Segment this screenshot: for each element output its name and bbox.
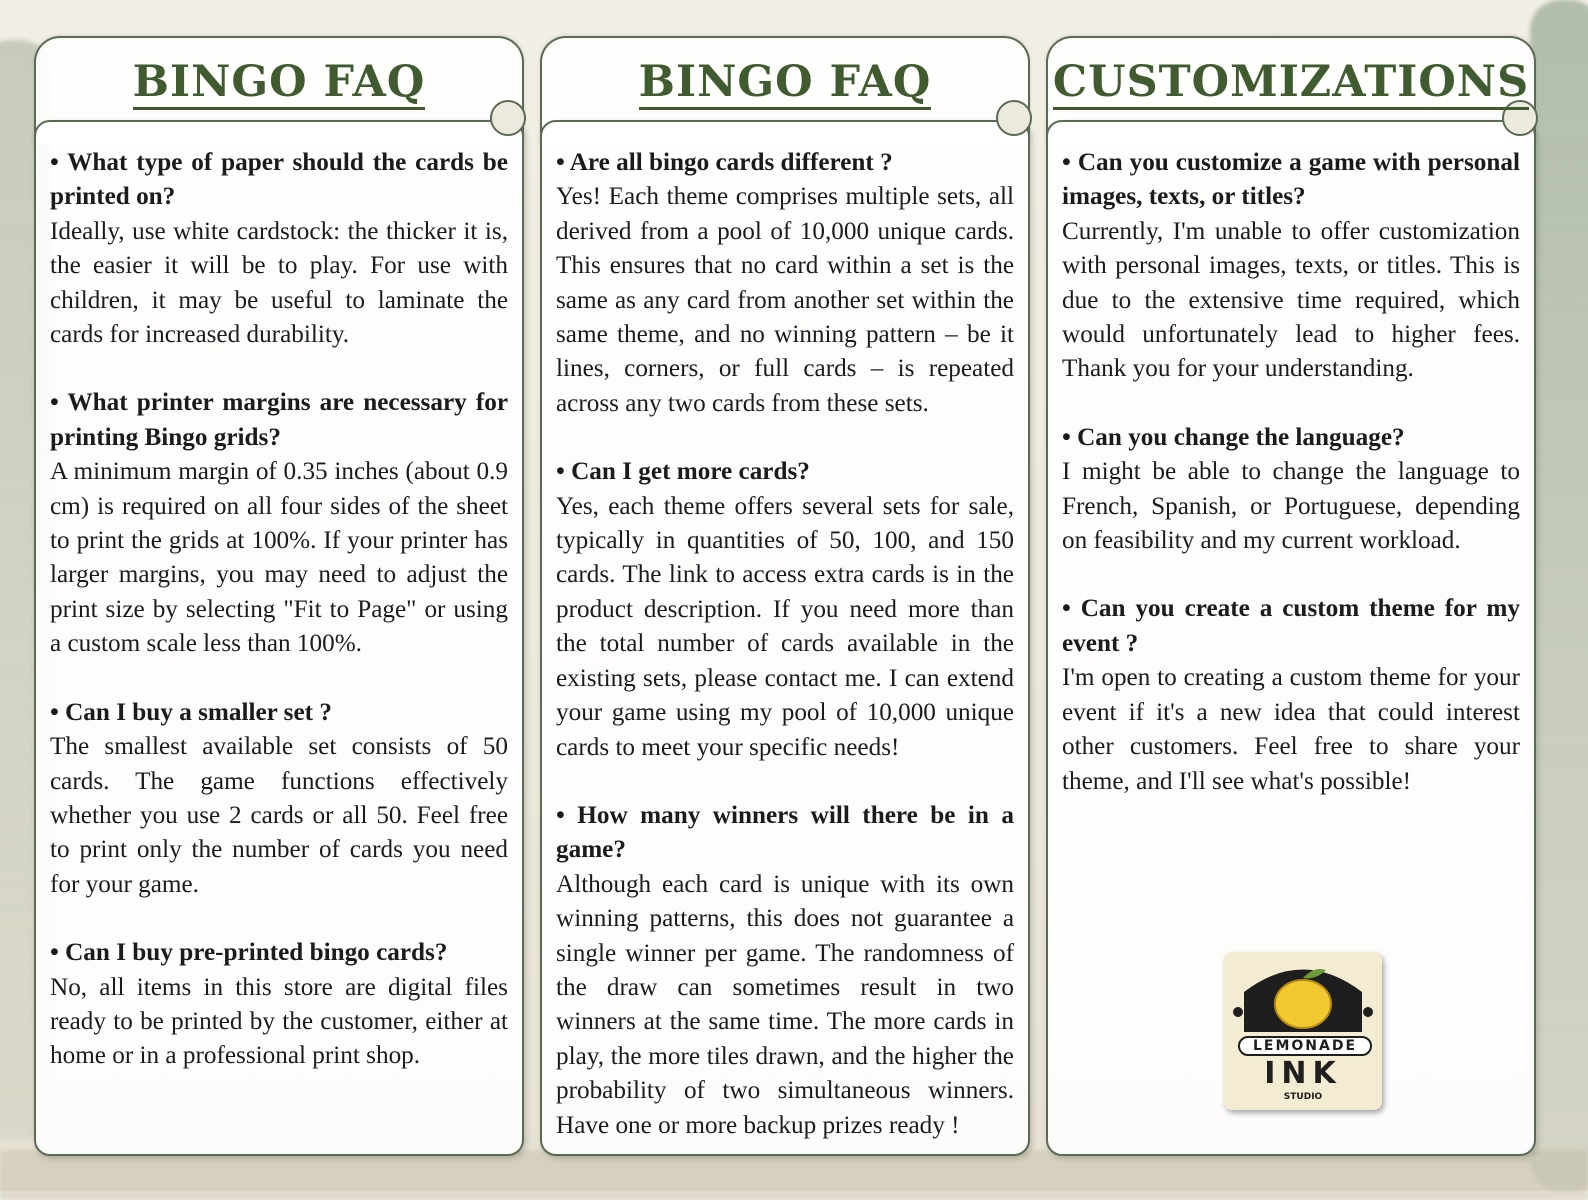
faq-answer: Currently, I'm unable to offer customization with personal images, texts, or titles. This is due to the extensive time required, which would unfortunately lead to higher fees. Thank you for your understanding. [1062, 217, 1520, 383]
faq-answer: No, all items in this store are digital files ready to be printed by the customer, either at home or in a professional print shop. [50, 973, 508, 1070]
panel-1-content [50, 146, 508, 1074]
faq-answer: I might be able to change the language to French, Spanish, or Portuguese, depending on feasibility and my current workload. [1062, 458, 1520, 555]
logo-text-ink: INK [1264, 1056, 1342, 1091]
faq-question: • What type of paper should the cards be printed on? [50, 149, 508, 211]
panel-3-content [1062, 146, 1520, 799]
faq-question: • Can you customize a game with personal images, texts, or titles? [1062, 149, 1520, 211]
faq-answer: A minimum margin of 0.35 inches (about 0.9 cm) is required on all four sides of the sheet to print the grids at 100%. If your printer has larger margins, you may need to adjust the print size by selecting "Fit to Page" or using a custom scale less than 100%. [50, 458, 508, 658]
faq-answer: Ideally, use white cardstock: the thicker it is, the easier it will be to play. For use with children, it may be useful to laminate the cards for increased durability. [50, 217, 508, 349]
faq-answer: Yes, each theme offers several sets for sale, typically in quantities of 50, 100, and 150 cards. The link to access extra cards is in the product description. If you need more than the total number of cards available in the existing sets, please contact me. I can extend your game using my pool of 10,000 unique cards to meet your specific needs! [556, 492, 1014, 761]
faq-question: • Are all bingo cards different ? [556, 149, 893, 176]
faq-question: • What printer margins are necessary for printing Bingo grids? [50, 389, 508, 451]
logo-text-studio: STUDIO [1283, 1092, 1323, 1102]
faq-question: • Can I get more cards? [556, 458, 810, 486]
lemonade-ink-studio-logo [1224, 952, 1382, 1110]
faq-question: • Can I buy pre-printed bingo cards? [50, 939, 448, 967]
background-foliage-right [1530, 0, 1588, 1191]
faq-question: • How many winners will there be in a game? [556, 801, 1014, 864]
faq-answer: I'm open to creating a custom theme for your event if it's a new idea that could interest other customers. Feel free to share your theme, and I'll see what's possible! [1062, 664, 1520, 795]
lemon-icon [1224, 952, 1382, 1042]
faq-question: • Can I buy a smaller set ? [50, 698, 332, 726]
faq-answer: The smallest available set consists of 50 cards. The game functions effectively whether you use 2 cards or all 50. Feel free to print only the number of cards you need for your game. [50, 733, 508, 898]
faq-answer: Yes! Each theme comprises multiple sets, all derived from a pool of 10,000 unique cards. This ensures that no card within a set is the same as any card from another set within the same theme, and no winning pattern – be it lines, corners, or full cards – is repeated across any two cards from these sets. [556, 183, 1014, 417]
background-foliage-bottom [0, 1150, 1588, 1200]
faq-question: • Can you create a custom theme for my event ? [1062, 595, 1520, 657]
panel-2-title: BINGO FAQ [540, 52, 1030, 112]
faq-answer: Although each card is unique with its own winning patterns, this does not guarantee a single winner per game. The randomness of the draw can sometimes result in two winners at the same time. The more cards in play, the more tiles drawn, and the higher the probability of two simultaneous winners. Have one or more backup prizes ready ! [556, 870, 1014, 1139]
faq-question: • Can you change the language? [1062, 423, 1405, 451]
panel-3-title: CUSTOMIZATIONS [1046, 52, 1536, 112]
logo-text-lemonade: LEMONADE [1238, 1036, 1372, 1056]
panel-1-title: BINGO FAQ [34, 52, 524, 112]
panel-2-content [556, 146, 1014, 1143]
